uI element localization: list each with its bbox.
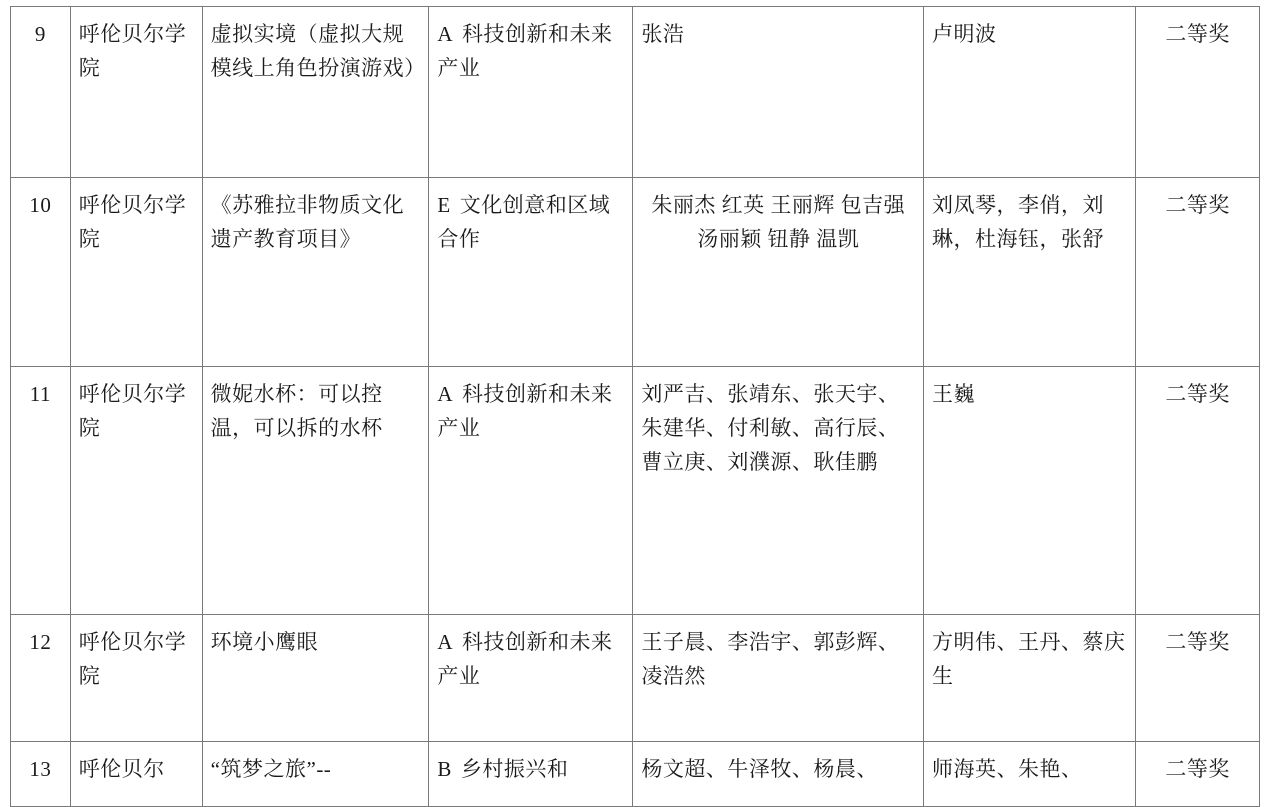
cell-serial-number: 11 bbox=[11, 367, 71, 615]
track-letter: E bbox=[437, 193, 451, 217]
cell-school: 呼伦贝尔 bbox=[70, 742, 202, 807]
track-name: 科技创新和未来产业 bbox=[437, 630, 613, 689]
cell-track bbox=[429, 742, 633, 807]
cell-team-members: 张浩 bbox=[633, 7, 924, 178]
track-letter: B bbox=[437, 757, 452, 781]
cell-project-name: 《苏雅拉非物质文化遗产教育项目》 bbox=[202, 178, 429, 367]
table-row bbox=[11, 742, 1260, 807]
table-row bbox=[11, 7, 1260, 178]
award-list-table bbox=[10, 6, 1260, 807]
table-row bbox=[11, 178, 1260, 367]
cell-track bbox=[429, 7, 633, 178]
cell-advisor: 方明伟、王丹、蔡庆生 bbox=[924, 615, 1136, 742]
cell-project-name: 微妮水杯：可以控温，可以拆的水杯 bbox=[202, 367, 429, 615]
cell-advisor: 刘凤琴，李俏，刘琳，杜海钰，张舒 bbox=[924, 178, 1136, 367]
cell-serial-number: 13 bbox=[11, 742, 71, 807]
cell-school: 呼伦贝尔学院 bbox=[70, 615, 202, 742]
cell-school: 呼伦贝尔学院 bbox=[70, 367, 202, 615]
cell-project-name: 虚拟实境（虚拟大规模线上角色扮演游戏） bbox=[202, 7, 429, 178]
cell-track bbox=[429, 367, 633, 615]
track-name: 文化创意和区域合作 bbox=[437, 193, 611, 252]
track-name: 科技创新和未来产业 bbox=[437, 382, 613, 441]
track-letter: A bbox=[437, 382, 454, 406]
cell-advisor: 师海英、朱艳、 bbox=[924, 742, 1136, 807]
cell-serial-number: 12 bbox=[11, 615, 71, 742]
cell-team-members: 王子晨、李浩宇、郭彭辉、凌浩然 bbox=[633, 615, 924, 742]
cell-advisor: 卢明波 bbox=[924, 7, 1136, 178]
cell-team-members: 杨文超、牛泽牧、杨晨、 bbox=[633, 742, 924, 807]
track-letter: A bbox=[437, 22, 454, 46]
table-row bbox=[11, 367, 1260, 615]
cell-school: 呼伦贝尔学院 bbox=[70, 7, 202, 178]
cell-advisor: 王巍 bbox=[924, 367, 1136, 615]
cell-serial-number: 10 bbox=[11, 178, 71, 367]
cell-school: 呼伦贝尔学院 bbox=[70, 178, 202, 367]
cell-award: 二等奖 bbox=[1136, 7, 1260, 178]
track-name: 乡村振兴和 bbox=[460, 757, 569, 781]
cell-team-members: 朱丽杰 红英 王丽辉 包吉强 汤丽颖 钮静 温凯 bbox=[633, 178, 924, 367]
cell-track bbox=[429, 178, 633, 367]
cell-project-name: 环境小鹰眼 bbox=[202, 615, 429, 742]
track-letter: A bbox=[437, 630, 454, 654]
cell-award: 二等奖 bbox=[1136, 742, 1260, 807]
table-row bbox=[11, 615, 1260, 742]
cell-track bbox=[429, 615, 633, 742]
cell-project-name: “筑梦之旅”-- bbox=[202, 742, 429, 807]
cell-team-members: 刘严吉、张靖东、张天宇、朱建华、付利敏、高行辰、曹立庚、刘濮源、耿佳鹏 bbox=[633, 367, 924, 615]
cell-serial-number: 9 bbox=[11, 7, 71, 178]
track-name: 科技创新和未来产业 bbox=[437, 22, 613, 81]
cell-award: 二等奖 bbox=[1136, 615, 1260, 742]
cell-award: 二等奖 bbox=[1136, 178, 1260, 367]
cell-award: 二等奖 bbox=[1136, 367, 1260, 615]
